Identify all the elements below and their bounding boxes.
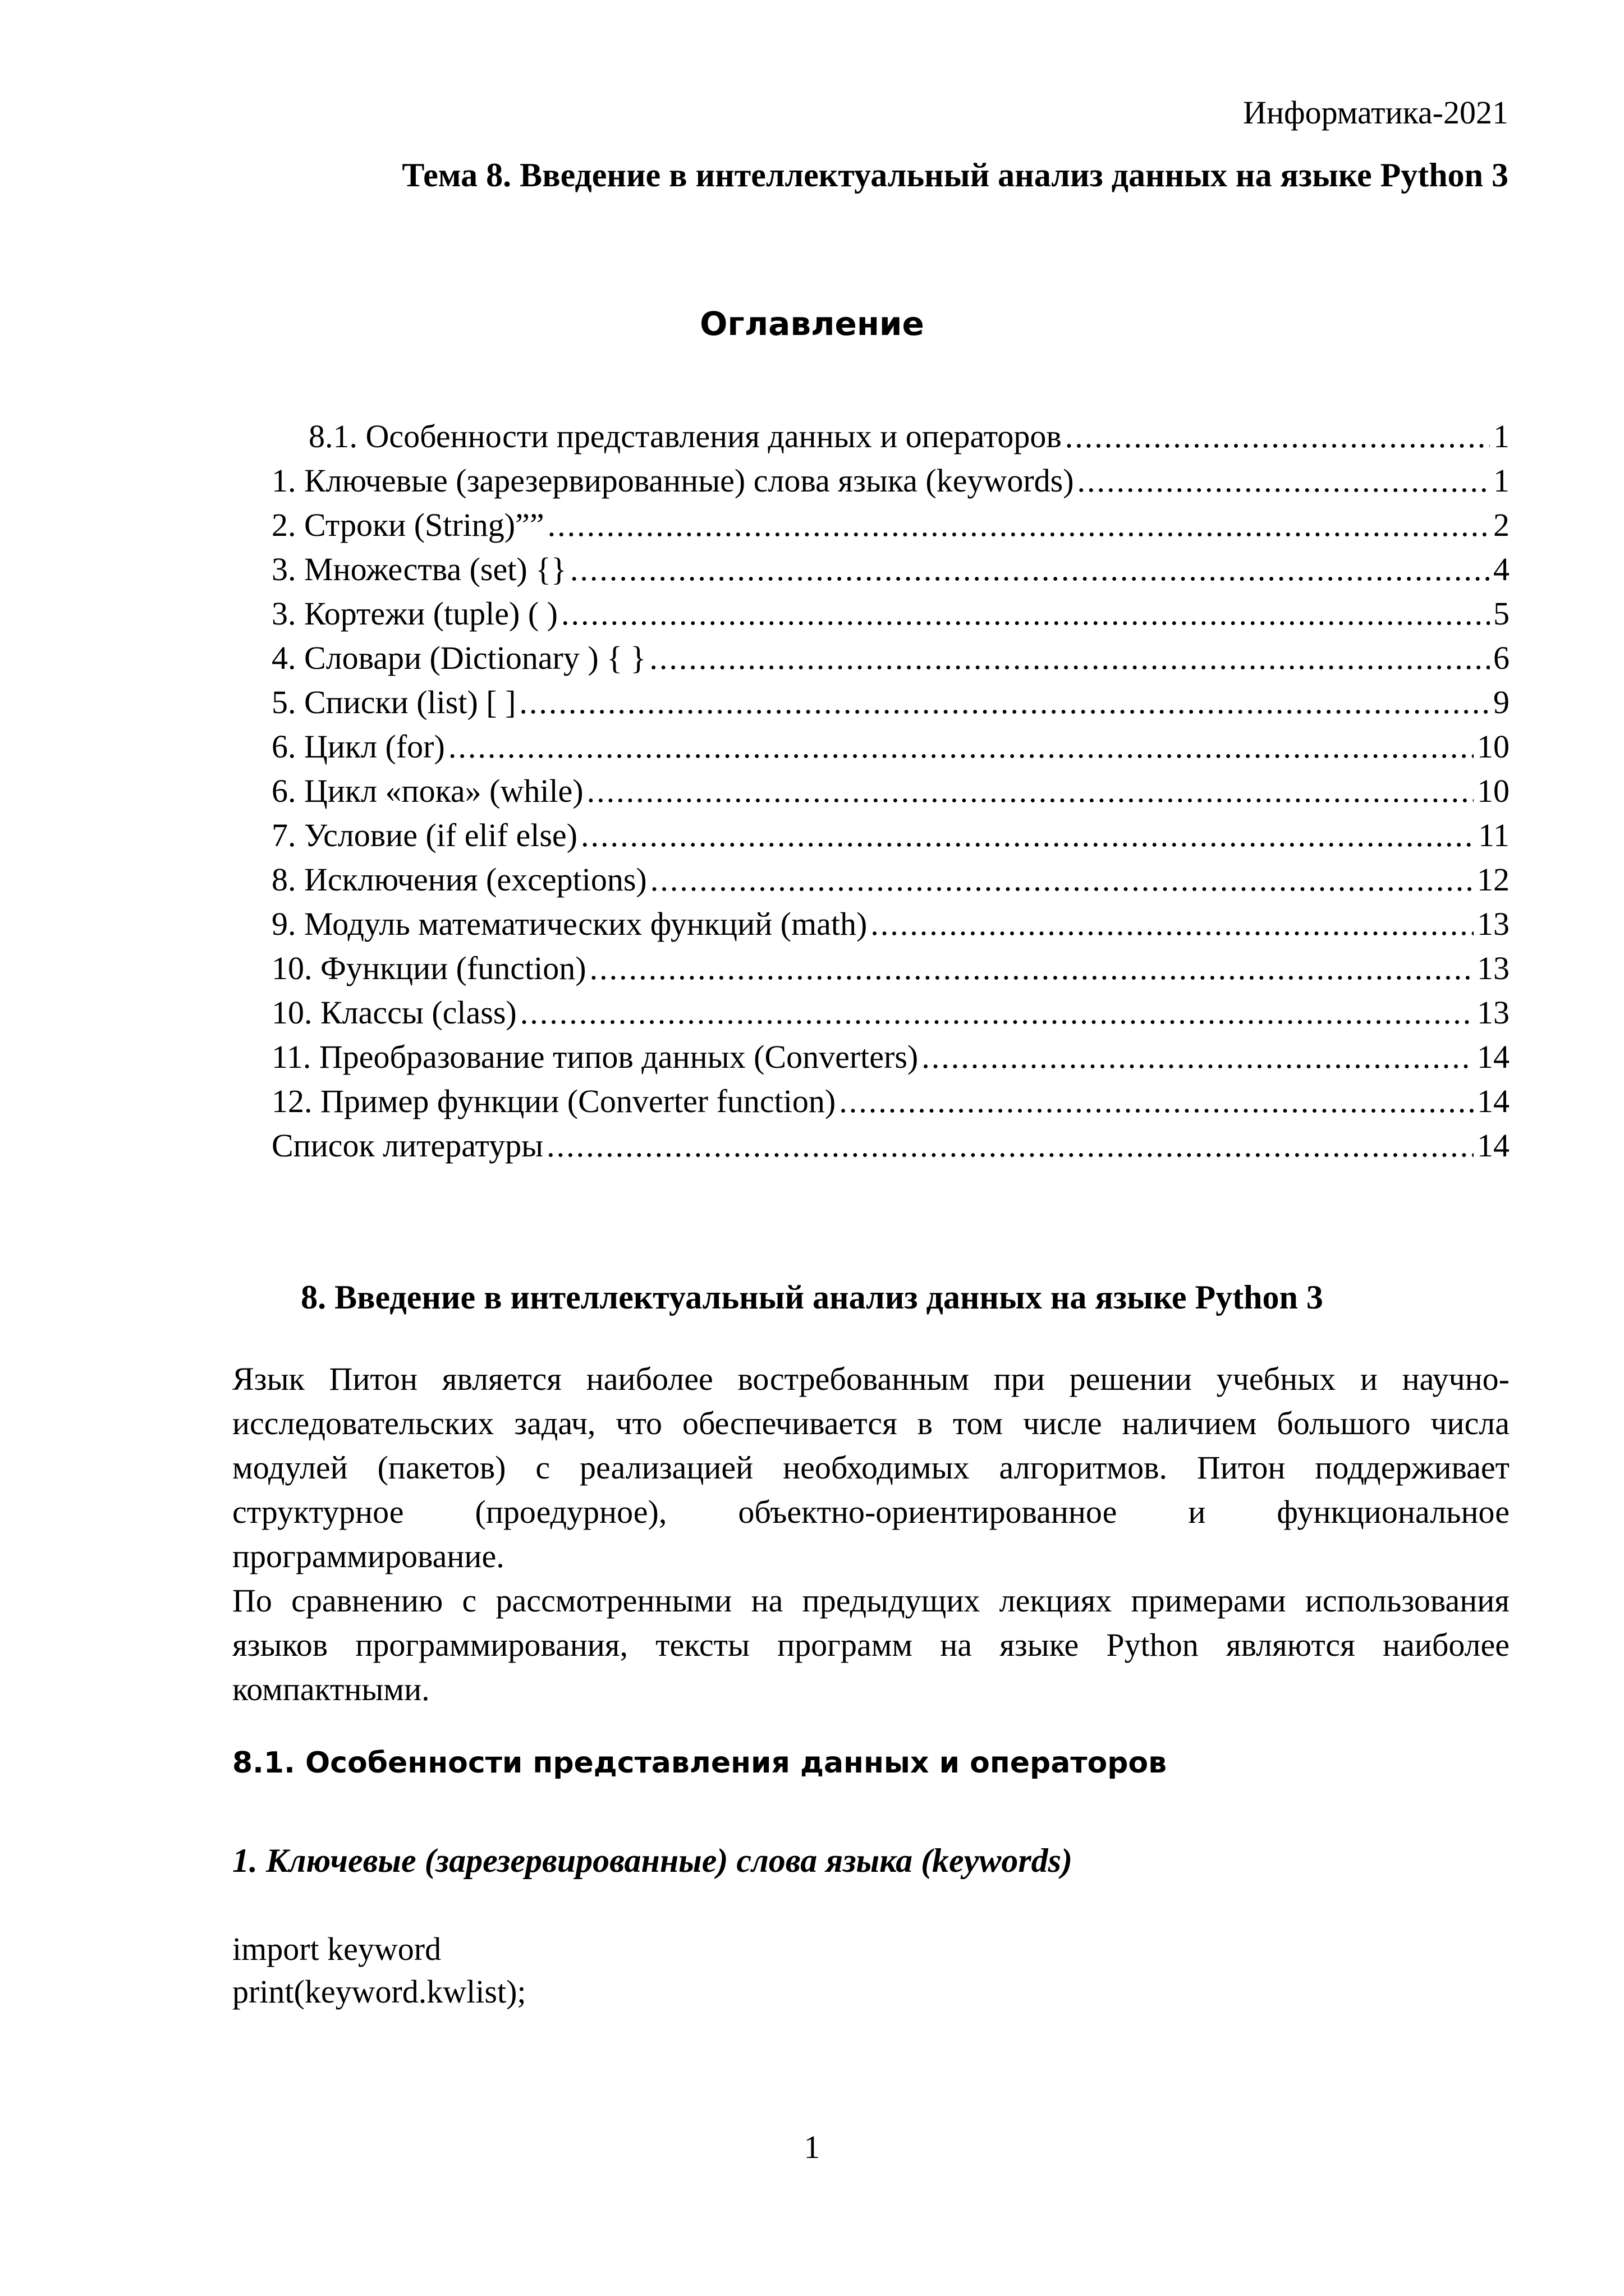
toc-entry-label: 5. Списки (list) [ ] [272, 684, 516, 720]
toc-entry[interactable] [272, 547, 1510, 591]
toc-entry-page: 10 [1477, 728, 1510, 765]
toc-entry[interactable] [272, 902, 1510, 946]
toc-entry-label: 2. Строки (String)”” [272, 507, 544, 543]
toc-leader-dots [1077, 458, 1490, 503]
toc-leader-dots [839, 1079, 1474, 1123]
intro-paragraph: По сравнению с рассмотренными на предыдущих лекциях примерами использования языков программирования, тексты программ на языке Python являются наиболее компактными. [232, 1582, 1510, 1707]
toc-entry-label: 4. Словари (Dictionary ) { } [272, 640, 646, 676]
toc-entry-label: 3. Кортежи (tuple) ( ) [272, 595, 558, 632]
toc-entry-label: 7. Условие (if elif else) [272, 817, 577, 853]
toc-entry-label: 10. Функции (function) [272, 950, 586, 986]
toc-entry[interactable] [272, 1079, 1510, 1123]
toc-entry[interactable] [272, 946, 1510, 990]
toc-entry[interactable] [272, 769, 1510, 813]
section-heading: 8. Введение в интеллектуальный анализ данных на языке Python 3 [301, 1279, 1323, 1316]
toc-entry[interactable] [272, 724, 1510, 769]
toc-entry[interactable] [272, 591, 1510, 636]
toc-leader-dots [547, 1123, 1474, 1168]
toc-entry[interactable] [272, 458, 1510, 503]
code-block [232, 1928, 526, 2013]
toc-entry-page: 6 [1493, 640, 1510, 676]
intro-paragraph: Язык Питон является наиболее востребованным при решении учебных и научно-исследовательских задач, что обеспечивается в том числе наличием большого числа модулей (пакетов) с реализацией необходимых алгоритмов. Питон поддерживает структурное (проедурное), объектно-ориентированное и функциональное программирование. [232, 1361, 1510, 1574]
toc-entry[interactable] [272, 1123, 1510, 1168]
toc-entry-page: 1 [1493, 462, 1510, 499]
page-number: 1 [804, 2129, 820, 2165]
toc-entry[interactable] [272, 414, 1510, 458]
toc-entry-page: 13 [1477, 994, 1510, 1031]
toc-entry-label: 11. Преобразование типов данных (Converters) [272, 1039, 919, 1075]
code-line: import keyword [232, 1931, 442, 1967]
toc-leader-dots [870, 902, 1474, 946]
toc-entry-page: 11 [1478, 817, 1510, 853]
toc-entry-label: 6. Цикл (for) [272, 728, 445, 765]
toc-entry-page: 12 [1477, 861, 1510, 898]
toc-entry-label: 1. Ключевые (зарезервированные) слова языка (keywords) [272, 462, 1074, 499]
toc-entry-page: 1 [1493, 418, 1510, 454]
code-line: print(keyword.kwlist); [232, 1973, 526, 2010]
toc-entry-page: 13 [1477, 906, 1510, 942]
toc-leader-dots [448, 724, 1474, 769]
topic-title: Тема 8. Введение в интеллектуальный анализ данных на языке Python 3 [402, 157, 1508, 194]
toc-leader-dots [649, 636, 1490, 680]
toc-leader-dots [548, 503, 1490, 547]
toc-entry-label: 3. Множества (set) {} [272, 551, 567, 587]
toc-entry-label: 8.1. Особенности представления данных и операторов [309, 418, 1062, 454]
toc-leader-dots [590, 946, 1474, 990]
toc-entry-label: 8. Исключения (exceptions) [272, 861, 647, 898]
toc-entry-label: 6. Цикл «пока» (while) [272, 773, 584, 809]
toc-entry-label: 10. Классы (class) [272, 994, 517, 1031]
toc-entry[interactable] [272, 813, 1510, 857]
toc-entry[interactable] [272, 503, 1510, 547]
toc-leader-dots [570, 547, 1490, 591]
toc-leader-dots [561, 591, 1490, 636]
toc-entry-page: 2 [1493, 507, 1510, 543]
toc-leader-dots [921, 1035, 1474, 1079]
toc-entry-page: 14 [1477, 1083, 1510, 1119]
toc-entry-page: 14 [1477, 1127, 1510, 1164]
toc-leader-dots [650, 857, 1474, 902]
toc-leader-dots [587, 769, 1474, 813]
toc-entry-label: 12. Пример функции (Converter function) [272, 1083, 836, 1119]
toc-entry[interactable] [272, 1035, 1510, 1079]
toc-entry-page: 5 [1493, 595, 1510, 632]
toc-entry-label: 9. Модуль математических функций (math) [272, 906, 868, 942]
toc-heading: Оглавление [700, 305, 924, 343]
toc-entry-page: 9 [1493, 684, 1510, 720]
keywords-heading: 1. Ключевые (зарезервированные) слова языка (keywords) [232, 1842, 1073, 1879]
toc-entry-label: Список литературы [272, 1127, 544, 1164]
table-of-contents [272, 414, 1510, 1168]
toc-entry-page: 4 [1493, 551, 1510, 587]
toc-leader-dots [581, 813, 1475, 857]
toc-entry-page: 10 [1477, 773, 1510, 809]
toc-entry[interactable] [272, 680, 1510, 724]
toc-leader-dots [519, 680, 1490, 724]
subsection-heading: 8.1. Особенности представления данных и операторов [232, 1746, 1167, 1780]
toc-entry-page: 13 [1477, 950, 1510, 986]
toc-entry-page: 14 [1477, 1039, 1510, 1075]
toc-leader-dots [520, 990, 1474, 1035]
toc-entry[interactable] [272, 857, 1510, 902]
course-label: Информатика-2021 [1243, 94, 1508, 131]
toc-entry[interactable] [272, 990, 1510, 1035]
toc-leader-dots [1065, 414, 1490, 458]
intro-text [232, 1357, 1510, 1711]
toc-entry[interactable] [272, 636, 1510, 680]
